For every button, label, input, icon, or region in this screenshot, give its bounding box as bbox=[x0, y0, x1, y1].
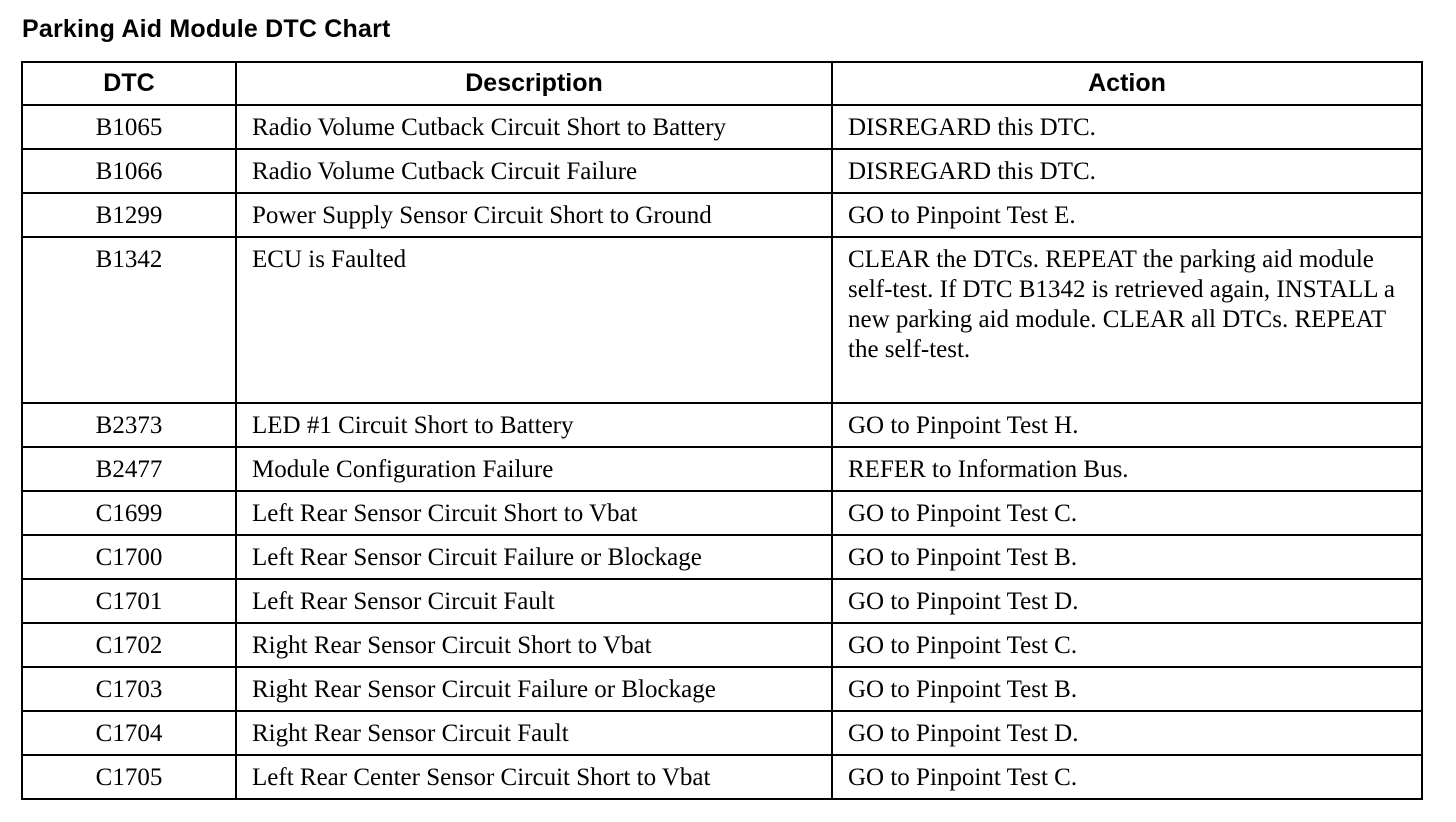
table-row bbox=[22, 755, 1422, 799]
dtc-code-cell: C1704 bbox=[22, 711, 236, 755]
dtc-code-cell: B1342 bbox=[22, 237, 236, 403]
description-cell: Module Configuration Failure bbox=[236, 447, 832, 491]
description-cell: Right Rear Sensor Circuit Fault bbox=[236, 711, 832, 755]
table-row bbox=[22, 193, 1422, 237]
dtc-code-cell: C1700 bbox=[22, 535, 236, 579]
dtc-code-cell: C1703 bbox=[22, 667, 236, 711]
table-row bbox=[22, 711, 1422, 755]
page-title: Parking Aid Module DTC Chart bbox=[22, 15, 391, 43]
action-cell: GO to Pinpoint Test C. bbox=[832, 755, 1422, 799]
table-row bbox=[22, 667, 1422, 711]
table-header-row bbox=[22, 62, 1422, 105]
dtc-code-cell: B1065 bbox=[22, 105, 236, 149]
action-cell: CLEAR the DTCs. REPEAT the parking aid module self-test. If DTC B1342 is retrieved again, INSTALL a new parking aid module. CLEAR all DTCs. REPEAT the self-test. bbox=[832, 237, 1422, 403]
description-cell: Power Supply Sensor Circuit Short to Ground bbox=[236, 193, 832, 237]
table-row bbox=[22, 149, 1422, 193]
description-cell: Left Rear Sensor Circuit Failure or Blockage bbox=[236, 535, 832, 579]
table-row bbox=[22, 237, 1422, 403]
action-cell: GO to Pinpoint Test C. bbox=[832, 491, 1422, 535]
action-cell: GO to Pinpoint Test B. bbox=[832, 667, 1422, 711]
table-row bbox=[22, 447, 1422, 491]
description-cell: Right Rear Sensor Circuit Failure or Blockage bbox=[236, 667, 832, 711]
description-cell: Left Rear Sensor Circuit Fault bbox=[236, 579, 832, 623]
description-cell: Left Rear Sensor Circuit Short to Vbat bbox=[236, 491, 832, 535]
description-cell: ECU is Faulted bbox=[236, 237, 832, 403]
action-cell: GO to Pinpoint Test D. bbox=[832, 579, 1422, 623]
description-cell: Right Rear Sensor Circuit Short to Vbat bbox=[236, 623, 832, 667]
action-cell: GO to Pinpoint Test E. bbox=[832, 193, 1422, 237]
dtc-code-cell: C1702 bbox=[22, 623, 236, 667]
description-cell: Radio Volume Cutback Circuit Short to Battery bbox=[236, 105, 832, 149]
table-row bbox=[22, 403, 1422, 447]
dtc-code-cell: B2373 bbox=[22, 403, 236, 447]
dtc-code-cell: B1066 bbox=[22, 149, 236, 193]
table-row bbox=[22, 535, 1422, 579]
table-row bbox=[22, 491, 1422, 535]
dtc-code-cell: C1701 bbox=[22, 579, 236, 623]
column-header-dtc: DTC bbox=[22, 62, 236, 105]
action-cell: DISREGARD this DTC. bbox=[832, 149, 1422, 193]
action-cell: GO to Pinpoint Test B. bbox=[832, 535, 1422, 579]
description-cell: Radio Volume Cutback Circuit Failure bbox=[236, 149, 832, 193]
action-cell: REFER to Information Bus. bbox=[832, 447, 1422, 491]
description-cell: LED #1 Circuit Short to Battery bbox=[236, 403, 832, 447]
table-row bbox=[22, 623, 1422, 667]
table-row bbox=[22, 579, 1422, 623]
column-header-action: Action bbox=[832, 62, 1422, 105]
action-cell: GO to Pinpoint Test H. bbox=[832, 403, 1422, 447]
dtc-code-cell: C1705 bbox=[22, 755, 236, 799]
dtc-table bbox=[21, 61, 1423, 800]
action-cell: GO to Pinpoint Test D. bbox=[832, 711, 1422, 755]
dtc-code-cell: B2477 bbox=[22, 447, 236, 491]
dtc-code-cell: B1299 bbox=[22, 193, 236, 237]
action-cell: DISREGARD this DTC. bbox=[832, 105, 1422, 149]
column-header-description: Description bbox=[236, 62, 832, 105]
action-cell: GO to Pinpoint Test C. bbox=[832, 623, 1422, 667]
dtc-code-cell: C1699 bbox=[22, 491, 236, 535]
description-cell: Left Rear Center Sensor Circuit Short to Vbat bbox=[236, 755, 832, 799]
table-row bbox=[22, 105, 1422, 149]
